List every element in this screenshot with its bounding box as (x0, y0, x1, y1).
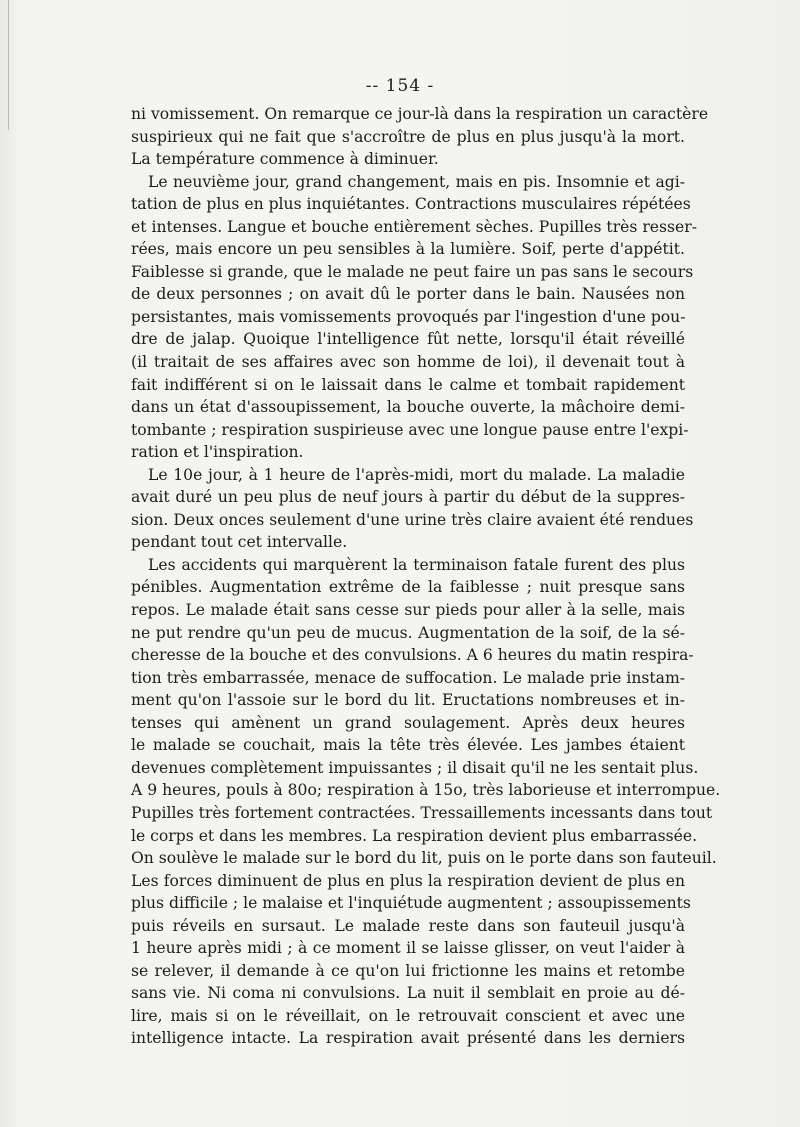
text-line: persistantes, mais vomissements provoqués par l'ingestion d'une pou- (131, 307, 686, 326)
text-line: de deux personnes ; on avait dû le porter dans le bain. Nausées non (131, 285, 685, 304)
text-line: avait duré un peu plus de neuf jours à partir du début de la suppres- (131, 488, 685, 507)
text-line: rées, mais encore un peu sensibles à la lumière. Soif, perte d'appétit. (131, 240, 685, 259)
text-line: lire, mais si on le réveillait, on le retrouvait conscient et avec une (131, 1006, 685, 1025)
text-line: dans un état d'assoupissement, la bouche ouverte, la mâchoire demi- (131, 398, 685, 417)
text-line: On soulève le malade sur le bord du lit, puis on le porte dans son fauteuil. (131, 849, 717, 868)
text-line: cheresse de la bouche et des convulsions. A 6 heures du matin respira- (131, 646, 694, 665)
text-line: suspirieux qui ne fait que s'accroître de plus en plus jusqu'à la mort. (131, 127, 685, 146)
text-line: ni vomissement. On remarque ce jour-là dans la respiration un caractère (131, 105, 709, 123)
text-line: le malade se couchait, mais la tête très élevée. Les jambes étaient (131, 736, 685, 755)
text-line: le corps et dans les membres. La respiration devient plus embarrassée. (131, 826, 698, 845)
text-line: Le 10e jour, à 1 heure de l'après-midi, mort du malade. La maladie (148, 465, 685, 484)
text-line: 1 heure après midi ; à ce moment il se laisse glisser, on veut l'aider à (131, 939, 685, 958)
body-text (131, 103, 721, 1050)
text-line: tion très embarrassée, menace de suffocation. Le malade prie instam- (131, 668, 685, 687)
text-line: Pupilles très fortement contractées. Tressaillements incessants dans tout (131, 803, 713, 822)
text-line: et intenses. Langue et bouche entièrement sèches. Pupilles très resser- (131, 217, 697, 236)
text-line: repos. Le malade était sans cesse sur pieds pour aller à la selle, mais (131, 601, 685, 620)
text-line: Les forces diminuent de plus en plus la respiration devient de plus en (131, 871, 685, 890)
text-line: sion. Deux onces seulement d'une urine très claire avaient été rendues (131, 510, 694, 529)
text-line: se relever, il demande à ce qu'on lui frictionne les mains et retombe (131, 961, 685, 980)
text-line: ne put rendre qu'un peu de mucus. Augmentation de la soif, de la sé- (131, 623, 685, 642)
page-number: -- 154 - (365, 76, 435, 96)
text-line: intelligence intacte. La respiration avait présenté dans les derniers (131, 1029, 685, 1048)
text-line: pénibles. Augmentation extrême de la faiblesse ; nuit presque sans (131, 578, 685, 597)
text-line: ment qu'on l'assoie sur le bord du lit. Eructations nombreuses et in- (131, 691, 685, 710)
text-line: devenues complètement impuissantes ; il disait qu'il ne les sentait plus. (131, 758, 699, 777)
text-line: sans vie. Ni coma ni convulsions. La nuit il semblait en proie au dé- (131, 984, 685, 1003)
text-line: ration et l'inspiration. (131, 443, 304, 462)
text-line: tenses qui amènent un grand soulagement. Après deux heures (131, 713, 685, 732)
text-line: tombante ; respiration suspirieuse avec une longue pause entre l'expi- (131, 420, 689, 439)
text-line: A 9 heures, pouls à 80o; respiration à 15o, très laborieuse et interrompue. (131, 781, 721, 800)
text-line: (il traitait de ses affaires avec son homme de loi), il devenait tout à (131, 353, 685, 372)
page-edge-line (8, 0, 9, 130)
text-line: pendant tout cet intervalle. (131, 533, 348, 552)
text-line: puis réveils en sursaut. Le malade reste dans son fauteuil jusqu'à (131, 916, 685, 935)
text-line: plus difficile ; le malaise et l'inquiétude augmentent ; assoupissements (131, 894, 691, 913)
text-line: Le neuvième jour, grand changement, mais en pis. Insomnie et agi- (148, 172, 685, 191)
text-line: Faiblesse si grande, que le malade ne peut faire un pas sans le secours (131, 262, 694, 281)
text-line: Les accidents qui marquèrent la terminaison fatale furent des plus (148, 555, 685, 574)
text-line: tation de plus en plus inquiétantes. Contractions musculaires répétées (131, 195, 691, 214)
text-line: La température commence à diminuer. (131, 150, 439, 169)
text-line: dre de jalap. Quoique l'intelligence fût nette, lorsqu'il était réveillé (131, 330, 685, 349)
text-line: fait indifférent si on le laissait dans le calme et tombait rapidement (131, 375, 685, 394)
